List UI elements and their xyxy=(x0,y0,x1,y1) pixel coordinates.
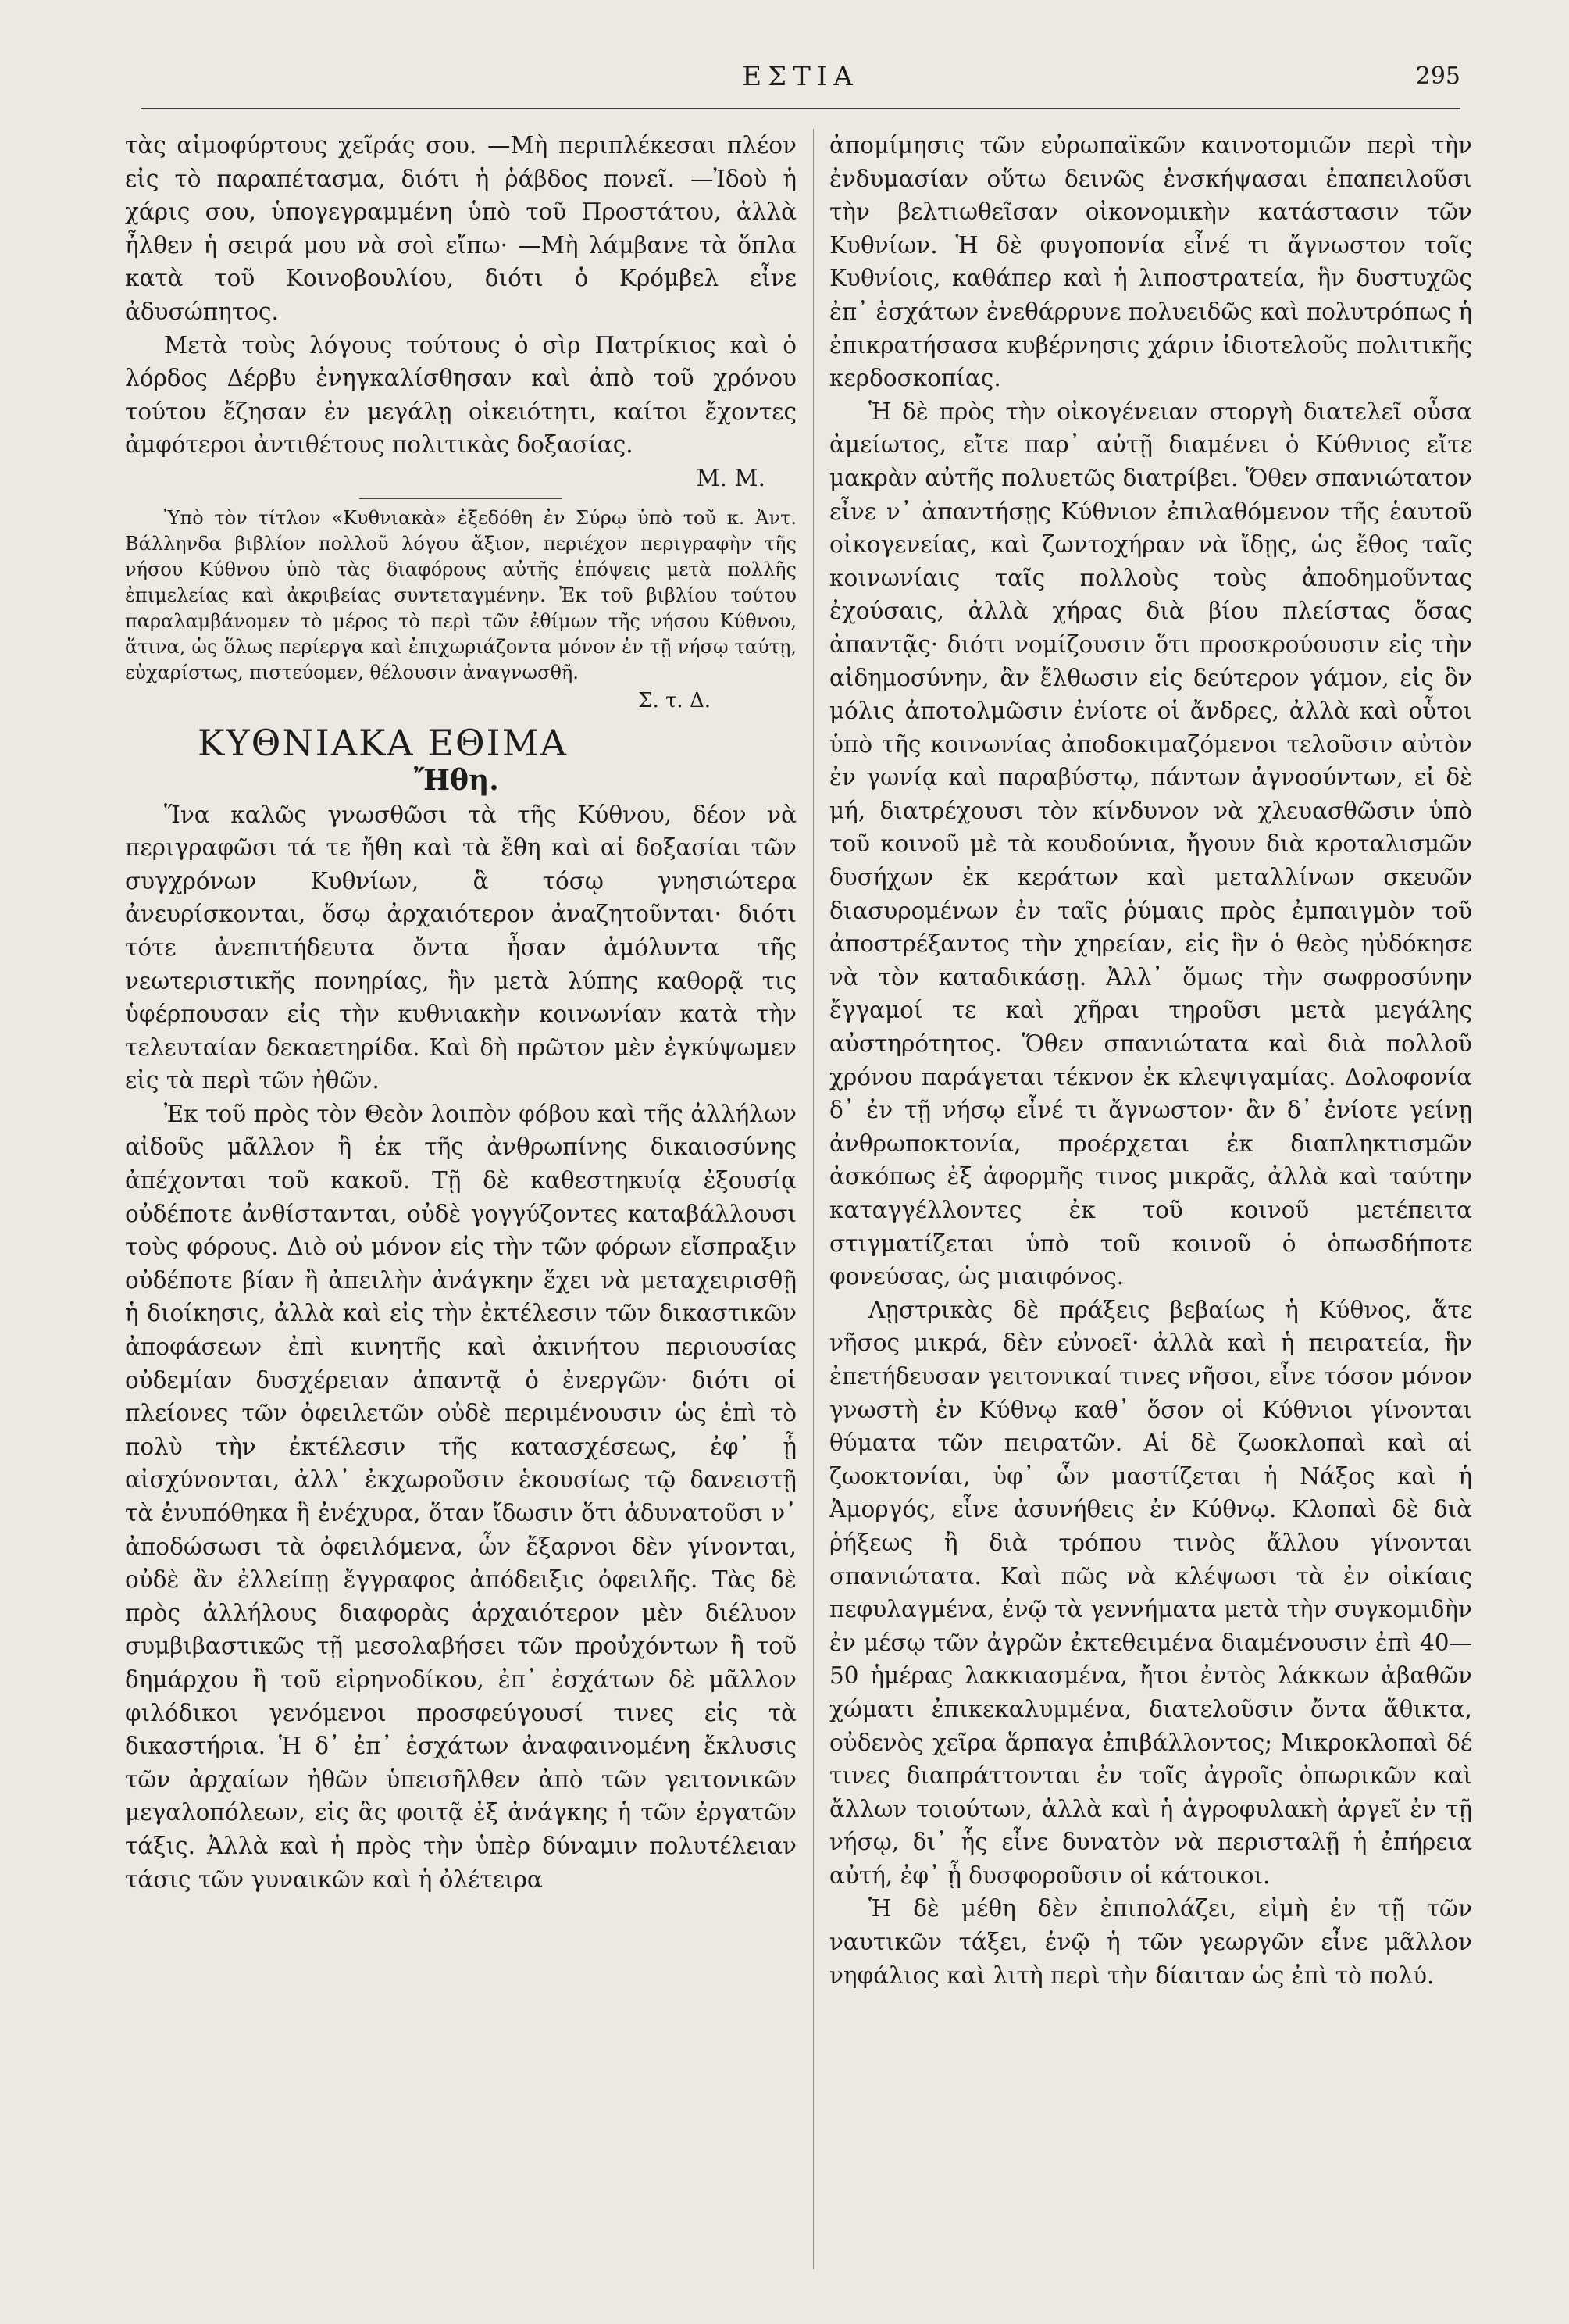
section-title: ΚΥΘΝΙΑΚΑ ΕΘΙΜΑ xyxy=(197,721,569,764)
story-signature: Μ. Μ. xyxy=(696,464,765,491)
article-paragraph: Ἡ δὲ πρὸς τὴν οἰκογένειαν στοργὴ διατελεῖ οὖσα ἀμείωτος, εἴτε παρ᾽ αὐτῇ διαμένει ὁ Κύθνιος εἴτε μακρὰν αὐτῆς πολυετῶς διατρίβει. Ὅθεν σπανιώτατον εἶνε ν᾽ ἀπαντήσῃς Κύθνιον ἐπιλαθόμενον τῆς ἑαυτοῦ οἰκογενείας, καὶ ζωντοχήραν νὰ ἴδῃς, ὡς ἔθος ταῖς κοινωνίαις ταῖς πολλοὺς τοὺς ἀποδημοῦντας ἐχούσαις, ἀλλὰ χήρας διὰ βίου πλείστας ὅσας ἀπαντᾷς· διότι νομίζουσιν ὅτι προσκρούουσιν εἰς τὴν αἰδημοσύνην, ἂν ἔλθωσιν εἰς δεύτερον γάμον, εἰς ὃν μόλις ἀποτολμῶσιν ἐνίοτε οἱ ἄνδρες, ἀλλὰ καὶ οὗτοι ὑπὸ τῆς κοινωνίας ἀποδοκιμαζόμενοι τελοῦσιν αὐτὸν ἐν γωνίᾳ καὶ παραβύστῳ, πάντων ἀγνοούντων, εἰ δὲ μή, διατρέχουσι τὸν κίνδυνον νὰ χλευασθῶσιν ὑπὸ τοῦ κοινοῦ μὲ τὰ κουδούνια, ἤγουν διὰ κροταλισμῶν δυσήχων ἐκ κεράτων καὶ μεταλλίνων σκευῶν διασυρομένων ἐν ταῖς ῥύμαις πρὸς ἐμπαιγμὸν τοῦ ἀποστρέξαντος τὴν χηρείαν, εἰς ἣν ὁ θεὸς ηὐδόκησε νὰ τὸν καταδικάσῃ. Ἀλλ᾽ ὅμως τὴν σωφροσύνην ἔγγαμοί τε καὶ χῆραι τηροῦσι μετὰ μεγάλης αὐστηρότητος. Ὅθεν σπανιώτατα καὶ διὰ πολλοῦ χρόνου παράγεται τέκνον ἐκ κλεψιγαμίας. Δολοφονία δ᾽ ἐν τῇ νήσῳ εἶνέ τι ἄγνωστον· ἂν δ᾽ ἐνίοτε γείνῃ ἀνθρωποκτονία, προέρχεται ἐκ διαπληκτισμῶν ἀσκόπως ἐξ ἀφορμῆς τινος μικρᾶς, ἀλλὰ καὶ ταύτην καταγγέλλοντες ἐκ τοῦ κοινοῦ μετέπειτα στιγματίζεται ὑπὸ τοῦ κοινοῦ ὁ ὁπωσδήποτε φονεύσας, ὡς μιαιφόνος. xyxy=(829,398,1472,1291)
article-paragraph: Ἡ δὲ μέθη δὲν ἐπιπολάζει, εἰμὴ ἐν τῇ τῶν ναυτικῶν τάξει, ἐνῷ ἡ τῶν γεωργῶν εἶνε μᾶλλον νηφάλιος καὶ λιτὴ περὶ τὴν δίαιταν ὡς ἐπὶ τὸ πολύ. xyxy=(829,1895,1472,1989)
left-column xyxy=(125,129,797,1896)
story-closing-paragraph: Μετὰ τοὺς λόγους τούτους ὁ σὶρ Πατρίκιος καὶ ὁ λόρδος Δέρβυ ἐνηγκαλίσθησαν καὶ ἀπὸ τοῦ χρόνου τούτου ἔζησαν ἐν μεγάλῃ οἰκειότητι, καίτοι ἔχοντες ἀμφότεροι ἀντιθέτους πολιτικὰς δοξασίας. xyxy=(125,331,797,459)
editor-note-signature: Σ. τ. Δ. xyxy=(638,688,711,712)
header-rule xyxy=(141,108,1460,109)
story-ending-paragraph: τὰς αἱμοφύρτους χεῖράς σου. —Μὴ περιπλέκεσαι πλέον εἰς τὸ παραπέτασμα, διότι ἡ ῥάβδος πονεῖ. —Ἰδοὺ ἡ χάρις σου, ὑπογεγραμμένη ὑπὸ τοῦ Προστάτου, ἀλλὰ ἦλθεν ἡ σειρά μου νὰ σοὶ εἴπω· —Μὴ λάμβανε τὰ ὅπλα κατὰ τοῦ Κοινοβουλίου, διότι ὁ Κρόμβελ εἶνε ἀδυσώπητος. xyxy=(125,132,797,325)
article-paragraph: Λῃστρικὰς δὲ πράξεις βεβαίως ἡ Κύθνος, ἅτε νῆσος μικρά, δὲν εὐνοεῖ· ἀλλὰ καὶ ἡ πειρατεία, ἣν ἐπετήδευσαν γειτονικαί τινες νῆσοι, εἶνε τόσον μόνον γνωστὴ ἐν Κύθνῳ καθ᾽ ὅσον οἱ Κύθνιοι γίνονται θύματα τῶν πειρατῶν. Αἱ δὲ ζωοκλοπαὶ καὶ αἱ ζωοκτονίαι, ὑφ᾽ ὧν μαστίζεται ἡ Νάξος καὶ ἡ Ἀμοργός, εἶνε ἀσυνήθεις ἐν Κύθνῳ. Κλοπαὶ δὲ διὰ ῥήξεως ἢ διὰ τρόπου τινὸς ἄλλου γίνονται σπανιώτατα. Καὶ πῶς νὰ κλέψωσι τὰ ἐν οἰκίαις πεφυλαγμένα, ἐνῷ τὰ γεννήματα μετὰ τὴν συγκομιδὴν ἐν μέσῳ τῶν ἀγρῶν ἐκτεθειμένα διαμένουσιν ἐπὶ 40—50 ἡμέρας λακκιασμένα, ἤτοι ἐντὸς λάκκων ἀβαθῶν χώματι ἐπικεκαλυμμένα, διατελοῦσιν ὄντα ἄθικτα, οὐδενὸς χεῖρα ἅρπαγα ἐπιβάλλοντος; Μικροκλοπαὶ δέ τινες διαπράττονται ἐν τοῖς ἀγροῖς ὀπωρικῶν καὶ ἄλλων τοιούτων, ἀλλὰ καὶ ἡ ἀγροφυλακὴ ἀργεῖ ἐν τῇ νήσῳ, δι᾽ ἧς εἶνε δυνατὸν νὰ περισταλῇ ἡ ἐπήρεια αὐτή, ἐφ᾽ ᾗ δυσφοροῦσιν οἱ κάτοικοι. xyxy=(829,1296,1472,1889)
page-header xyxy=(141,55,1460,102)
separator-rule xyxy=(359,498,562,499)
article-paragraph: Ἵνα καλῶς γνωσθῶσι τὰ τῆς Κύθνου, δέον νὰ περιγραφῶσι τά τε ἤθη καὶ τὰ ἔθη καὶ αἱ δοξασίαι τῶν συγχρόνων Κυθνίων, ἃ τόσῳ γνησιώτερα ἀνευρίσκονται, ὅσῳ ἀρχαιότερον ἀναζητοῦνται· διότι τότε ἀνεπιτήδευτα ὄντα ἦσαν ἀμόλυντα τῆς νεωτεριστικῆς πονηρίας, ἣν μετὰ λύπης καθορᾷ τις ὑφέρπουσαν εἰς τὴν κυθνιακὴν κοινωνίαν κατὰ τὴν τελευταίαν δεκαετηρίδα. Καὶ δὴ πρῶτον μὲν ἐγκύψωμεν εἰς τὰ περὶ τῶν ἠθῶν. xyxy=(125,801,797,1094)
journal-title: ΕΣΤΙΑ xyxy=(742,61,859,92)
section-subtitle: Ἤθη. xyxy=(414,763,499,797)
editor-note: Ὑπὸ τὸν τίτλον «Κυθνιακὰ» ἐξεδόθη ἐν Σύρῳ ὑπὸ τοῦ κ. Ἀντ. Βάλληνδα βιβλίον πολλοῦ λόγου ἄξιον, περιέχον περιγραφὴν τῆς νήσου Κύθνου ὑπὸ τὰς διαφόρους αὐτῆς ἐπόψεις μετὰ πολλῆς ἐπιμελείας καὶ ἀκριβείας συντεταγμένην. Ἐκ τοῦ βιβλίου τούτου παραλαμβάνομεν τὸ μέρος τὸ περὶ τῶν ἐθίμων τῆς νήσου Κύθνου, ἅτινα, ὡς ὅλως περίεργα καὶ ἐπιχωριάζοντα μόνον ἐν τῇ νήσῳ ταύτῃ, εὐχαρίστως, πιστεύομεν, θέλουσιν ἀναγνωσθῆ. xyxy=(125,506,797,684)
column-divider xyxy=(813,129,814,2269)
article-paragraph: ἀπομίμησις τῶν εὐρωπαϊκῶν καινοτομιῶν περὶ τὴν ἐνδυμασίαν οὕτω δεινῶς ἐνσκήψασαι ἐπαπειλοῦσι τὴν βελτιωθεῖσαν οἰκονομικὴν κατάστασιν τῶν Κυθνίων. Ἡ δὲ φυγοπονία εἶνέ τι ἄγνωστον τοῖς Κυθνίοις, καθάπερ καὶ ἡ λιποστρατεία, ἣν δυστυχῶς ἐπ᾽ ἐσχάτων ἐνεθάρρυνε πολυειδῶς καὶ πολυτρόπως ἡ ἐπικρατήσασα κυβέρνησις χάριν ἰδιοτελοῦς πολιτικῆς κερδοσκοπίας. xyxy=(829,132,1472,392)
page-number: 295 xyxy=(1415,62,1460,90)
article-paragraph: Ἐκ τοῦ πρὸς τὸν Θεὸν λοιπὸν φόβου καὶ τῆς ἀλλήλων αἰδοῦς μᾶλλον ἢ ἐκ τῆς ἀνθρωπίνης δικαιοσύνης ἀπέχονται τοῦ κακοῦ. Τῇ δὲ καθεστηκυίᾳ ἐξουσίᾳ οὐδέποτε ἀνθίστανται, οὐδὲ γογγύζοντες καταβάλλουσι τοὺς φόρους. Διὸ οὐ μόνον εἰς τὴν τῶν φόρων εἴσπραξιν οὐδέποτε βίαν ἢ ἀπειλὴν ἀνάγκην ἔχει νὰ μεταχειρισθῇ ἡ διοίκησις, ἀλλὰ καὶ εἰς τὴν ἐκτέλεσιν τῶν δικαστικῶν ἀποφάσεων ἐπὶ κινητῆς καὶ ἀκινήτου περιουσίας οὐδεμίαν δυσχέρειαν ἀπαντᾷ ὁ ἐνεργῶν· διότι οἱ πλείονες τῶν ὀφειλετῶν οὐδὲ περιμένουσιν ὡς ἐπὶ τὸ πολὺ τὴν ἐκτέλεσιν τῆς κατασχέσεως, ἐφ᾽ ᾗ αἰσχύνονται, ἀλλ᾽ ἐκχωροῦσιν ἑκουσίως τῷ δανειστῇ τὰ ἐνυπόθηκα ἢ ἐνέχυρα, ὅταν ἴδωσιν ὅτι ἀδυνατοῦσι ν᾽ ἀποδώσωσι τὰ ὀφειλόμενα, ὧν ἔξαρνοι δὲν γίνονται, οὐδὲ ἂν ἐλλείπῃ ἔγγραφος ἀπόδειξις ὀφειλῆς. Τὰς δὲ πρὸς ἀλλήλους διαφορὰς ἀρχαιότερον μὲν διέλυον συμβιβαστικῶς τῇ μεσολαβήσει τῶν προὐχόντων ἢ τοῦ δημάρχου ἢ τοῦ εἰρηνοδίκου, ἐπ᾽ ἐσχάτων δὲ μᾶλλον φιλόδικοι γενόμενοι προσφεύγουσί τινες εἰς τὰ δικαστήρια. Ἡ δ᾽ ἐπ᾽ ἐσχάτων ἀναφαινομένη ἔκλυσις τῶν ἀρχαίων ἠθῶν ὑπεισῆλθεν ἀπὸ τῶν γειτονικῶν μεγαλοπόλεων, εἰς ἃς φοιτᾷ ἐξ ἀνάγκης ἡ τῶν ἐργατῶν τάξις. Ἀλλὰ καὶ ἡ πρὸς τὴν ὑπὲρ δύναμιν πολυτέλειαν τάσις τῶν γυναικῶν καὶ ἡ ὀλέτειρα xyxy=(125,1100,797,1893)
right-column xyxy=(829,129,1472,1992)
